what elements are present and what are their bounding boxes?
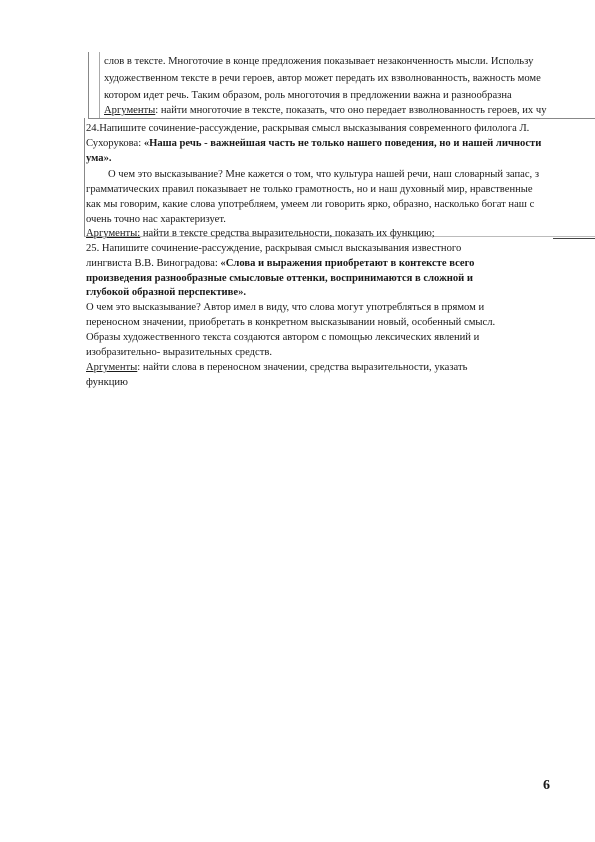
task-25-quote-part-2: произведения разнообразные смысловые оттенки, воспринимаются в сложной и xyxy=(86,273,474,284)
task-24-author: Сухорукова: xyxy=(86,138,144,149)
block-23-arguments xyxy=(104,104,547,117)
task-25-answer-line-2: переносном значении, приобретать в конкретном высказывании новый, особенный смысл. xyxy=(86,317,496,328)
task-24-answer-line-2: грамматических правил показывает не только грамотность, но и наш духовный мир, нравственные xyxy=(86,184,533,195)
task-24-answer-line-4: очень точно нас характеризует. xyxy=(86,214,226,225)
task-25-arguments-line-2: функцию xyxy=(86,377,128,388)
block-23-line-1: слов в тексте. Многоточие в конце предложения показывает незаконченность мысли. Использу xyxy=(104,56,534,67)
task-25-answer-line-4: изобразительно- выразительных средств. xyxy=(86,347,273,358)
task-25-arguments-text: : найти слова в переносном значении, средства выразительности, указать xyxy=(137,362,468,373)
task-25-question-line-2 xyxy=(86,257,474,270)
task-24-answer-line-1: О чем это высказывание? Мне кажется о том, что культура нашей речи, наш словарный запас, з xyxy=(108,169,540,180)
task-25-answer-line-3: Образы художественного текста создаются автором с помощью лексических явлений и xyxy=(86,332,480,343)
trailing-rule xyxy=(553,238,595,239)
task-25-author: лингвиста В.В. Виноградова: xyxy=(86,258,221,269)
block-23-arguments-label: Аргументы xyxy=(104,105,156,116)
block-23-line-3: котором идет речь. Таким образом, роль многоточия в предложении важна и разнообразна xyxy=(104,90,512,101)
task-24-quote-part-1: «Наша речь - важнейшая часть не только нашего поведения, но и нашей личности xyxy=(143,138,542,149)
task-25-arguments-label: Аргументы xyxy=(86,362,138,373)
page-number: 6 xyxy=(543,778,550,793)
task-24-answer-line-3: как мы говорим, какие слова употребляем, умеем ли говорить ярко, образно, насколько богат наш с xyxy=(86,199,535,210)
task-25-answer-line-1: О чем это высказывание? Автор имел в виду, что слова могут употребляться в прямом и xyxy=(86,302,485,313)
task-25-quote-part-3: глубокой образной перспективе». xyxy=(86,287,247,298)
block-23-arguments-text: : найти многоточие в тексте, показать, что оно передает взволнованность героев, их чу xyxy=(155,105,547,116)
task-24-question-line-1: 24.Напишите сочинение-рассуждение, раскрывая смысл высказывания современного филолога Л. xyxy=(86,123,530,134)
task-24-arguments-label: Аргументы: xyxy=(86,228,141,239)
task-24-arguments-text: найти в тексте средства выразительности, показать их функцию; xyxy=(140,228,435,239)
block-23-inner-rule xyxy=(99,52,100,118)
task-24-question-line-2 xyxy=(86,137,541,150)
block-23-line-2: художественном тексте в речи героев, автор может передать их взволнованность, важность моме xyxy=(104,73,541,84)
task-25-question-line-1: 25. Напишите сочинение-рассуждение, раскрывая смысл высказывания известного xyxy=(86,243,462,254)
task-25-quote-part-1: «Слова и выражения приобретают в контексте всего xyxy=(220,258,475,269)
task-25-arguments xyxy=(86,361,467,374)
task-24-quote-part-2: ума». xyxy=(86,153,112,164)
task-24-arguments xyxy=(86,227,435,240)
